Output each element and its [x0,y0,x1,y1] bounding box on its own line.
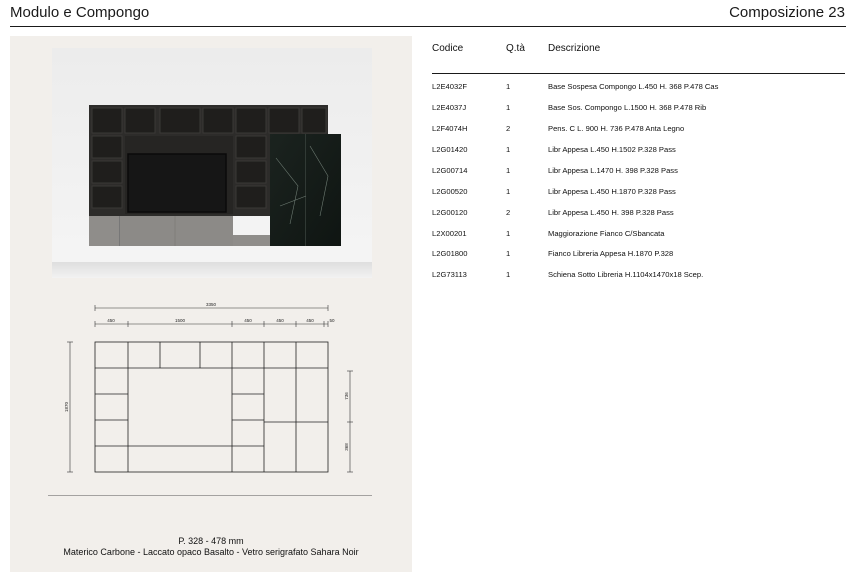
dim-width-5: 450 [306,318,314,323]
dim-width-2: 1500 [174,318,186,323]
table-row [0,82,863,96]
row-qty: 1 [506,82,511,91]
row-qty: 1 [506,270,511,279]
row-desc: Libr Appesa L.450 H. 398 P.328 Pass [548,208,674,217]
row-code: L2E4037J [432,103,467,112]
header-left-title: Modulo e Compongo [10,4,150,21]
table-row [0,208,863,222]
dim-width-3: 450 [244,318,252,323]
caption-depth: P. 328 - 478 mm [178,536,244,546]
row-desc: Libr Appesa L.1470 H. 398 P.328 Pass [548,166,678,175]
row-qty: 1 [506,103,511,112]
row-code: L2G00714 [432,166,468,175]
table-row [0,249,863,263]
row-code: L2G00520 [432,187,468,196]
table-header-rule [432,73,845,74]
dim-width-6: 50 [329,318,335,323]
row-code: L2G01800 [432,249,468,258]
table-row [0,270,863,284]
row-code: L2E4032F [432,82,468,91]
row-qty: 1 [506,145,511,154]
dim-width-1: 450 [107,318,115,323]
dim-right-height-2: 368 [344,443,349,451]
dim-total-width: 3350 [205,302,217,307]
row-code: L2G00120 [432,208,468,217]
table-header-desc: Descrizione [548,43,601,54]
caption-materials: Materico Carbone - Laccato opaco Basalto - Vetro serigrafato Sahara Noir [63,547,359,557]
row-qty: 2 [506,208,511,217]
table-row [0,187,863,201]
table-header-code: Codice [432,43,464,54]
table-row [0,145,863,159]
table-row [0,166,863,180]
row-qty: 1 [506,187,511,196]
technical-drawing [10,296,412,496]
header-right-title: Composizione 23 [729,4,845,21]
dim-total-height: 1870 [64,401,69,413]
dim-right-height-1: 736 [344,392,349,400]
row-code: L2X00201 [432,229,467,238]
table-row [0,103,863,117]
row-code: L2F4074H [432,124,468,133]
row-desc: Base Sos. Compongo L.1500 H. 368 P.478 Rib [548,103,707,112]
row-desc: Base Sospesa Compongo L.450 H. 368 P.478 Cas [548,82,719,91]
row-code: L2G01420 [432,145,468,154]
dim-width-4: 450 [276,318,284,323]
row-desc: Libr Appesa L.450 H.1502 P.328 Pass [548,145,676,154]
row-qty: 2 [506,124,511,133]
row-desc: Libr Appesa L.450 H.1870 P.328 Pass [548,187,676,196]
row-qty: 1 [506,166,511,175]
row-desc: Fianco Libreria Appesa H.1870 P.328 [548,249,674,258]
row-desc: Pens. C L. 900 H. 736 P.478 Anta Legno [548,124,685,133]
row-desc: Schiena Sotto Libreria H.1104x1470x18 Scep. [548,270,704,279]
row-desc: Maggiorazione Fianco C/Sbancata [548,229,665,238]
row-code: L2G73113 [432,270,467,279]
row-qty: 1 [506,229,511,238]
tv-screen [128,154,226,212]
table-header-qty: Q.tà [506,43,525,54]
header-rule [10,26,846,27]
row-qty: 1 [506,249,511,258]
table-row [0,124,863,138]
table-row [0,229,863,243]
